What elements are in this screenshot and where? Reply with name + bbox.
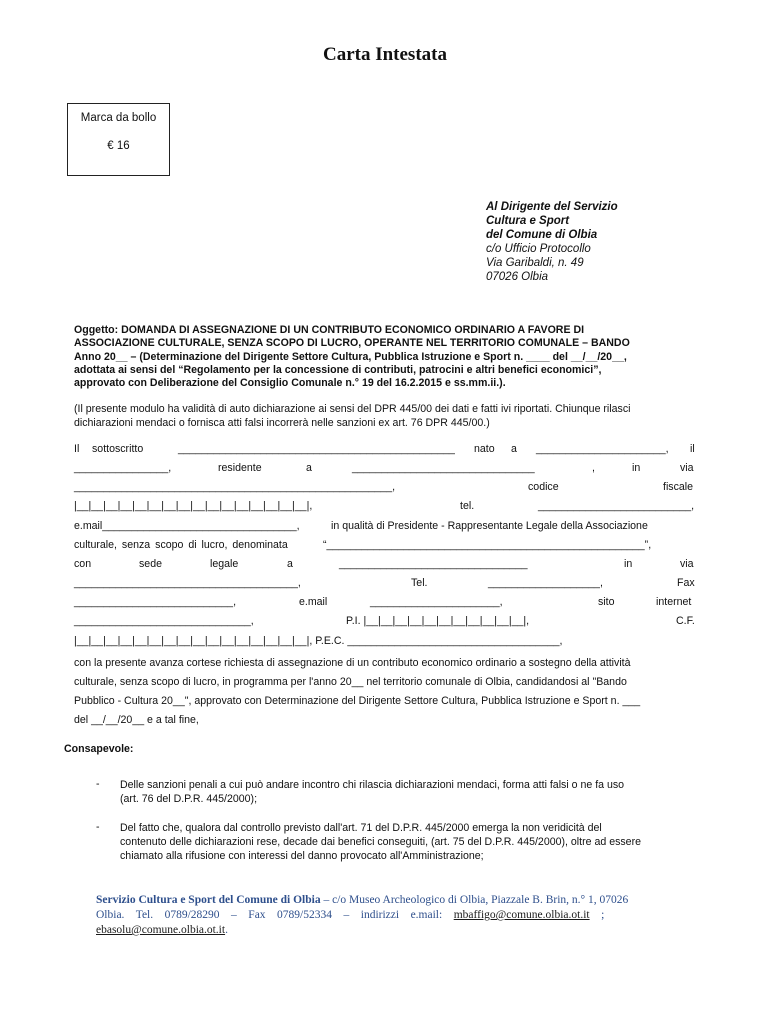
footer-end: . (225, 924, 228, 936)
form-word: con (74, 558, 92, 570)
form-text: in qualità di Presidente - Rappresentante Legale della Associazione (331, 520, 648, 532)
recipient-line: 07026 Olbia (486, 271, 549, 283)
form-word: sottoscritto (92, 443, 144, 455)
bullet-line: chiamato alla rifusione con interessi del danno provocato all'Amministrazione; (120, 850, 484, 862)
recipient-line: Via Garibaldi, n. 49 (486, 257, 584, 269)
bullet-line: (art. 76 del D.P.R. 445/2000); (120, 793, 258, 805)
bullet-line: Delle sanzioni penali a cui può andare incontro chi rilascia dichiarazioni mendaci, forma atti falsi o ne fa uso (120, 779, 625, 791)
website-field[interactable]: ______________________________, (74, 615, 254, 627)
street-field[interactable]: ______________________________________________________, (74, 481, 396, 493)
form-word: residente (218, 462, 262, 474)
form-word: e.mail (299, 596, 328, 608)
form-word: Il (74, 443, 80, 455)
association-fiscal-pec-field[interactable]: |__|__|__|__|__|__|__|__|__|__|__|__|__|__|__|__|, P.E.C. ____________________________________, (74, 635, 563, 647)
form-word: via (680, 462, 694, 474)
bullet-item (120, 778, 698, 806)
association-phone-field[interactable]: ___________________, (488, 577, 603, 589)
residence-field[interactable]: _______________________________ (352, 462, 535, 474)
seat-street-field[interactable]: ______________________________________, (74, 577, 301, 589)
association-name-field[interactable]: “______________________________________________________”, (323, 539, 652, 551)
vat-number-field[interactable]: P.I. |__|__|__|__|__|__|__|__|__|__|__|, (346, 615, 530, 627)
request-line: culturale, senza scopo di lucro, in programma per l'anno 20__ nel territorio comunale di Olbia, candidandosi al "Bando (74, 676, 627, 688)
form-word: tel. (460, 500, 475, 512)
bullet-line: Del fatto che, qualora dal controllo previsto dall'art. 71 del D.P.R. 445/2000 emerga la non veridicità del (120, 822, 602, 834)
subject-line: Oggetto: DOMANDA DI ASSEGNAZIONE DI UN CONTRIBUTO ECONOMICO ORDINARIO A FAVORE DI (74, 324, 585, 336)
name-field[interactable]: _______________________________________________ (178, 443, 455, 455)
association-email-field[interactable]: ______________________, (370, 596, 503, 608)
bullet-item (120, 821, 698, 863)
form-word: a (287, 558, 293, 570)
stamp-amount: € 16 (107, 140, 130, 152)
form-word: a (306, 462, 312, 474)
footer-line (96, 908, 698, 923)
form-word: a (511, 443, 517, 455)
recipient-line: Cultura e Sport (486, 215, 570, 227)
form-word: , (592, 462, 595, 474)
subject-line: Anno 20__ – (Determinazione del Dirigente Settore Cultura, Pubblica Istruzione e Sport n. ____ del __/__/20__, (74, 350, 627, 363)
form-word: via (680, 558, 694, 570)
request-paragraph (74, 654, 698, 730)
footer-address: – c/o Museo Archeologico di Olbia, Piazzale B. Brin, n.° 1, 07026 (320, 894, 629, 906)
note-line: (Il presente modulo ha validità di auto dichiarazione ai sensi del DPR 445/00 dei dati e fatti ivi riportati. Chiunque rilasci (74, 403, 631, 415)
recipient-address (486, 200, 618, 284)
subject-block (74, 324, 698, 390)
form-word: il (690, 443, 695, 455)
fiscal-code-field[interactable]: |__|__|__|__|__|__|__|__|__|__|__|__|__|__|__|__|, (74, 500, 313, 512)
footer-line (96, 923, 698, 938)
recipient-line: c/o Ufficio Protocollo (486, 243, 591, 255)
form-word: C.F. (676, 615, 695, 627)
bullet-dash: - (96, 778, 100, 790)
form-word: nato (474, 443, 495, 455)
validity-note (74, 403, 698, 430)
request-line: con la presente avanza cortese richiesta di assegnazione di un contributo economico ordinario a sostegno della attività (74, 657, 631, 669)
request-line: Pubblico - Cultura 20__", approvato con Determinazione del Dirigente Settore Cultura, Pubblica Istruzione e Sport n. ___ (74, 695, 641, 707)
recipient-line: Al Dirigente del Servizio (486, 201, 618, 213)
form-word: Tel. (411, 577, 428, 589)
form-word: in (632, 462, 641, 474)
bullet-line: contenuto delle dichiarazioni rese, decade dai benefici conseguiti, (art. 75 del D.P.R. 445/2000), oltre ad essere (120, 836, 641, 848)
form-word: fiscale (663, 481, 694, 493)
revenue-stamp-box (67, 103, 170, 176)
footer-separator: ; (589, 909, 605, 921)
footer-line (96, 893, 698, 908)
seat-city-field[interactable]: ________________________________ (339, 558, 528, 570)
form-word: in (624, 558, 633, 570)
recipient-line: del Comune di Olbia (486, 229, 598, 241)
note-line: dichiarazioni mendaci o fornisca atti falsi incorrerà nelle sanzioni ex art. 76 DPR 445/00.) (74, 416, 490, 429)
subject-line: ASSOCIAZIONE CULTURALE, SENZA SCOPO DI LUCRO, OPERANTE NEL TERRITORIO COMUNALE – BANDO (74, 337, 630, 350)
email-field[interactable]: e.mail_________________________________, (74, 520, 300, 532)
footer-email-link[interactable]: mbaffigo@comune.olbia.ot.it (453, 909, 590, 921)
form-word: codice (528, 481, 559, 493)
footer-office: Servizio Cultura e Sport del Comune di Olbia (96, 894, 321, 906)
page-title: Carta Intestata (322, 44, 447, 65)
footer-phones: Olbia. Tel. 0789/28290 – Fax 0789/52334 – indirizzi e.mail: (96, 909, 454, 921)
birthdate-field[interactable]: ________________, (74, 462, 172, 474)
form-word: sito (598, 596, 615, 608)
form-word: Fax (677, 577, 695, 589)
consapevole-heading: Consapevole: (64, 743, 134, 755)
fax-field[interactable]: ___________________________, (74, 596, 237, 608)
subject-line: adottata ai sensi del “Regolamento per la concessione di contributi, patrocini e altri benefici economici”, (74, 363, 602, 376)
request-line: del __/__/20__ e a tal fine, (74, 714, 199, 726)
form-word: sede (139, 558, 162, 570)
footer-email-link[interactable]: ebasolu@comune.olbia.ot.it (96, 924, 226, 936)
form-word: legale (210, 558, 239, 570)
birthplace-field[interactable]: ______________________, (536, 443, 669, 455)
stamp-label: Marca da bollo (80, 112, 157, 124)
form-word: internet (656, 596, 692, 608)
form-text: culturale, senza scopo di lucro, denominata (74, 539, 288, 551)
footer-contacts (96, 893, 698, 938)
subject-line: approvato con Deliberazione del Consiglio Comunale n.° 19 del 16.2.2015 e ss.mm.ii.). (74, 377, 506, 390)
bullet-dash: - (96, 821, 100, 833)
phone-field[interactable]: __________________________, (538, 500, 695, 512)
